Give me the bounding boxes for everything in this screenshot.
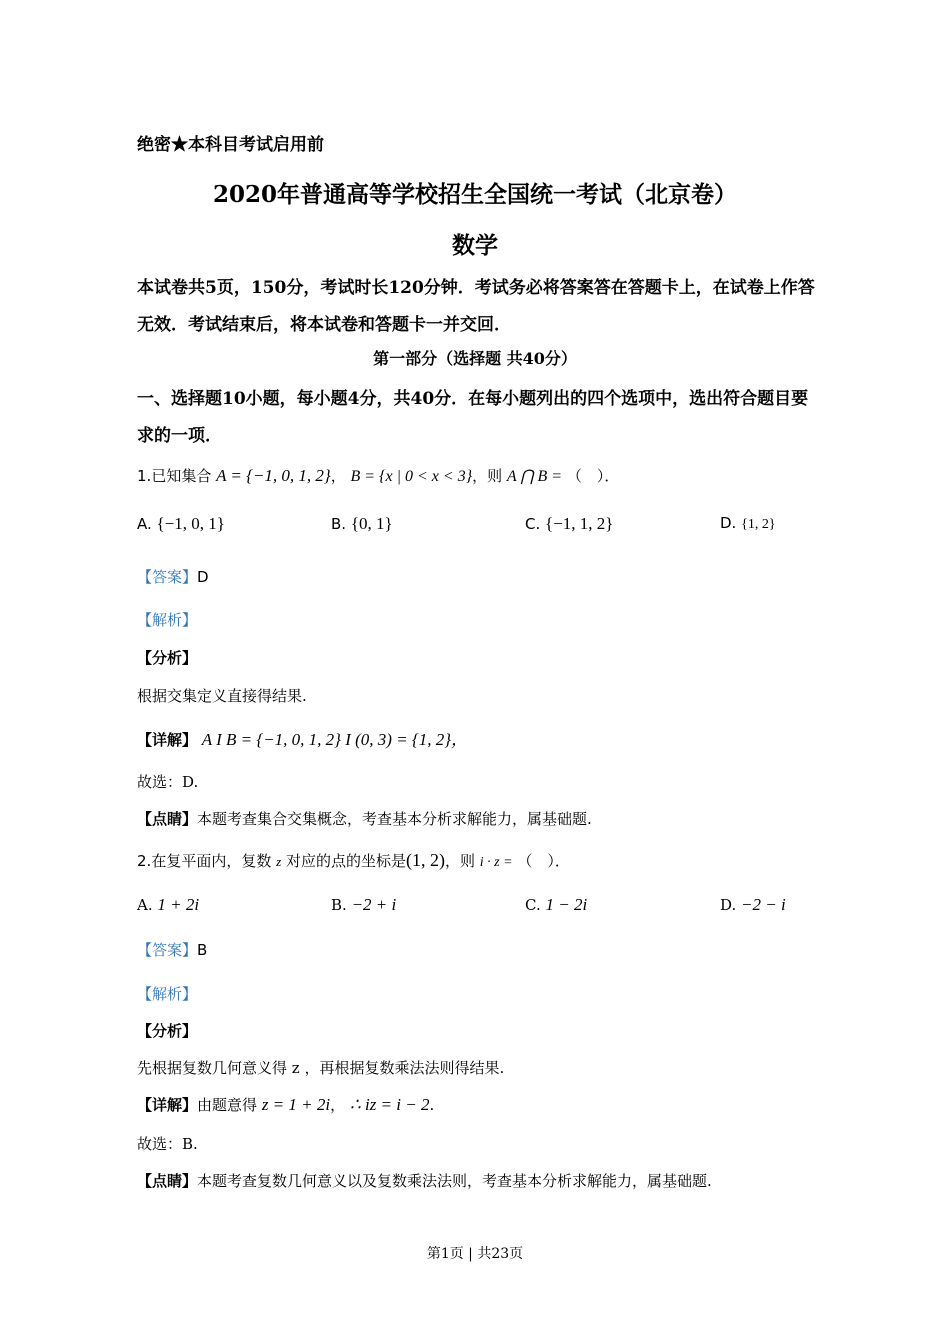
dianjing-text: 本题考查复数几何意义以及复数乘法法则，考查基本分析求解能力，属基础题. bbox=[197, 1172, 712, 1190]
answer-row bbox=[137, 939, 207, 960]
answer-row bbox=[137, 566, 209, 587]
exam-title: 2020年普通高等学校招生全国统一考试（北京卷） bbox=[212, 181, 737, 208]
answer-label: 【答案】 bbox=[137, 568, 198, 586]
analysis-label: 【解析】 bbox=[137, 985, 198, 1003]
option-value: {0, 1} bbox=[350, 514, 393, 533]
option-value: 1 + 2i bbox=[157, 895, 200, 914]
option-c bbox=[525, 895, 587, 915]
option-label: C. bbox=[525, 515, 541, 533]
xiangjie-end: . bbox=[429, 1096, 435, 1114]
option-b bbox=[331, 895, 396, 915]
then-text: ，则 bbox=[472, 467, 503, 485]
fenxi-label: 【分析】 bbox=[137, 649, 198, 667]
exam-subject: 数学 bbox=[452, 232, 498, 259]
option-a bbox=[137, 514, 225, 534]
page-footer: 第1页 | 共23页 bbox=[426, 1246, 524, 1262]
dianjing-label: 【点睛】 bbox=[137, 1172, 198, 1190]
choice-text: 故选：B. bbox=[137, 1135, 198, 1153]
option-label: D. bbox=[720, 896, 737, 914]
intersection-expression: A ⋂ B = bbox=[506, 468, 563, 485]
option-label: B. bbox=[331, 896, 347, 914]
then-text: ，则 bbox=[444, 852, 475, 870]
set-b: B = {x | 0 < x < 3} bbox=[350, 468, 473, 485]
question-text: 已知集合 bbox=[151, 467, 212, 485]
question-1 bbox=[137, 465, 619, 486]
fenxi-text: 根据交集定义直接得结果. bbox=[137, 687, 307, 705]
part-heading: 第一部分（选择题 共40分） bbox=[373, 349, 577, 368]
fenxi-label: 【分析】 bbox=[137, 1022, 198, 1040]
option-value: 1 − 2i bbox=[545, 895, 588, 914]
xiangjie-math-2: ∴ iz = i − 2 bbox=[349, 1095, 430, 1114]
set-a: A = {−1, 0, 1, 2} bbox=[216, 466, 331, 485]
xiangjie-label: 【详解】 bbox=[137, 731, 198, 749]
answer-blank: （ ）． bbox=[566, 467, 620, 485]
option-label: D. bbox=[720, 514, 737, 532]
dianjing-text: 本题考查集合交集概念，考查基本分析求解能力，属基础题. bbox=[197, 810, 592, 828]
point-coordinate: (1, 2) bbox=[405, 850, 445, 870]
xiangjie-row bbox=[137, 725, 468, 750]
option-label: A. bbox=[137, 896, 153, 914]
question-mid: 对应的点的坐标是 bbox=[285, 852, 406, 870]
question-text: 在复平面内，复数 bbox=[151, 852, 272, 870]
question-number: 1. bbox=[137, 467, 152, 485]
option-label: B. bbox=[331, 515, 347, 533]
option-value: −2 + i bbox=[351, 895, 397, 914]
option-label: C. bbox=[525, 896, 541, 914]
xiangjie-row bbox=[137, 1094, 434, 1115]
option-d bbox=[720, 514, 776, 533]
xiangjie-math-1: z = 1 + 2i bbox=[261, 1095, 331, 1114]
confidential-label: 绝密★本科目考试启用前 bbox=[137, 135, 324, 155]
option-value: {−1, 1, 2} bbox=[545, 514, 614, 533]
option-value: −2 − i bbox=[741, 895, 786, 914]
product-expression: i · z = bbox=[479, 855, 513, 870]
fenxi-text: 先根据复数几何意义得 z ，再根据复数乘法法则得结果. bbox=[137, 1059, 505, 1077]
option-a bbox=[137, 895, 199, 915]
option-b bbox=[331, 514, 393, 534]
option-value: {1, 2} bbox=[741, 517, 776, 532]
exam-intro: 本试卷共5页，150分，考试时长120分钟．考试务必将答案答在答题卡上，在试卷上作答无效．考试结束后，将本试卷和答题卡一并交回． bbox=[137, 278, 815, 335]
option-value: {−1, 0, 1} bbox=[156, 514, 225, 533]
dianjing-row bbox=[137, 808, 592, 829]
xiangjie-math: A I B = {−1, 0, 1, 2} I (0, 3) = {1, 2}， bbox=[201, 730, 469, 749]
answer-blank: （ ）． bbox=[517, 852, 570, 870]
analysis-label: 【解析】 bbox=[137, 611, 198, 629]
question-2 bbox=[137, 850, 570, 871]
dianjing-label: 【点睛】 bbox=[137, 810, 198, 828]
answer-label: 【答案】 bbox=[137, 941, 198, 959]
choice-text: 故选：D. bbox=[137, 773, 199, 791]
option-c bbox=[525, 514, 613, 534]
question-number: 2. bbox=[137, 852, 152, 870]
dianjing-row bbox=[137, 1170, 712, 1191]
xiangjie-separator: ， bbox=[330, 1096, 346, 1114]
complex-z: z bbox=[276, 854, 282, 869]
section-instructions: 一、选择题10小题，每小题4分，共40分．在每小题列出的四个选项中，选出符合题目要求的一项． bbox=[137, 389, 809, 446]
answer-value: D bbox=[197, 568, 209, 586]
answer-value: B bbox=[197, 941, 208, 959]
xiangjie-label: 【详解】 bbox=[137, 1096, 198, 1114]
xiangjie-lead: 由题意得 bbox=[197, 1096, 258, 1114]
separator: ， bbox=[330, 467, 346, 485]
option-d bbox=[720, 895, 786, 915]
option-label: A. bbox=[137, 515, 152, 533]
